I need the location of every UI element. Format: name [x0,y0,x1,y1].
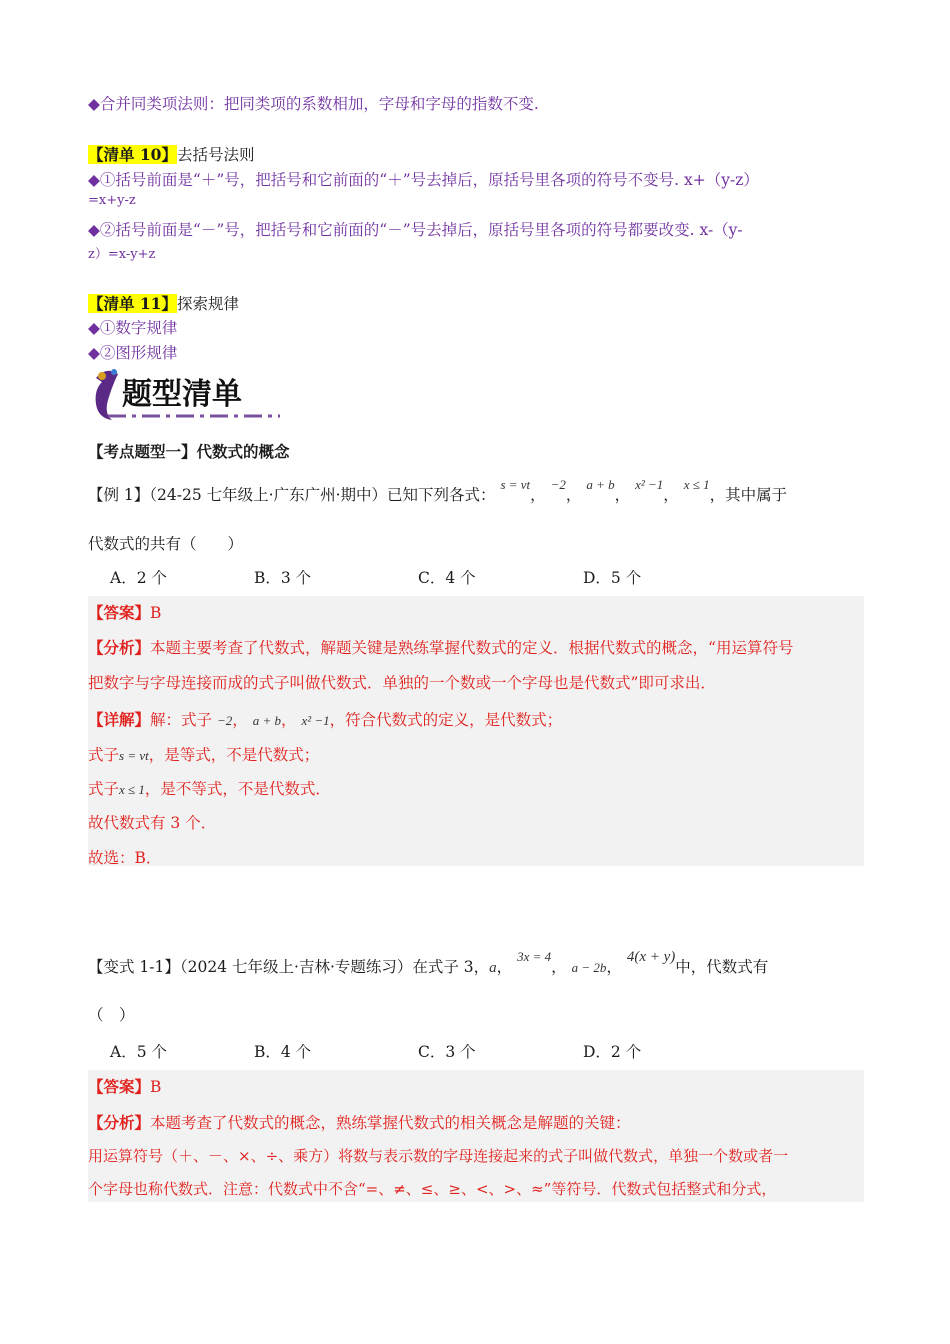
example1-detail4: 故代数式有 3 个． [88,814,217,832]
list11-item2: ◆②图形规律 [88,344,178,362]
list10-tag: 【清单 10】 [88,145,177,164]
example1-source: （24-25 七年级上·广东广州·期中）已知下列各式： [149,486,496,504]
list10-line2b: z）=x-y+z [88,247,156,262]
expr-s-vt: s = vt [500,477,531,492]
expr-a-plus-b: a + b [586,477,615,492]
expr-neg2: −2 [550,477,566,492]
variant1-line2: （ ） [88,1006,135,1024]
example1-detail2: 式子s = vt，是等式，不是代数式； [88,746,320,764]
example1-answer: 【答案】B [88,603,162,622]
variant1-line1: 【变式 1-1】（2024 七年级上·吉林·专题练习）在式子 3，a， $^{3x = 4}$， a − 2b， 4(x + y)中，代数式有 [88,949,769,976]
list11-tag: 【清单 11】 [88,294,177,313]
variant1-answer: 【答案】B [88,1077,162,1096]
variant1-analysis1: 【分析】本题考查了代数式的概念，熟练掌握代数式的相关概念是解题的关键： [88,1113,631,1132]
expr-4-x-plus-y: 4(x + y) [626,949,676,965]
variant1-option-a: A．5 个 [110,1043,167,1061]
list10-heading [88,143,254,165]
variant1-option-b: B．4 个 [254,1043,312,1061]
example1-options [88,566,864,588]
expr-x2-minus-1: x² −1 [635,477,664,492]
example1-analysis2: 把数字与字母连接而成的式子叫做代数式．单独的一个数或一个字母也是代数式”即可求出． [88,674,716,692]
banner-text: 题型清单 [122,377,242,412]
list11-heading [88,292,239,314]
variant1-analysis2: 用运算符号（＋、－、×、÷、乘方）将数与表示数的字母连接起来的式子叫做代数式，单独一个数或者一 [88,1147,789,1165]
expr-a-minus-2b: a − 2b [571,960,607,975]
expr-x-le-1: x ≤ 1 [683,477,710,492]
question-types-banner-image [88,364,288,426]
variant1-tail: 中，代数式有 [675,958,769,976]
variant1-label: 【变式 1-1】 [88,958,180,976]
list10-line2: ◆②括号前面是“－”号，把括号和它前面的“－”号去掉后，原括号里各项的符号都要改变. x-（y- [88,221,743,239]
variant1-analysis3: 个字母也称代数式．注意：代数式中不含“=、≠、≤、≥、<、>、≈”等符号．代数式包括整式和分式， [88,1180,777,1198]
example1-option-d: D．5 个 [583,569,642,587]
example1-detail1: 【详解】解：式子 −2， a + b， x² −1，符合代数式的定义，是代数式； [88,710,563,729]
list11-item1: ◆①数字规律 [88,319,178,337]
variant1-source: （2024 七年级上·吉林·专题练习）在式子 3， [179,958,490,976]
rule-merge-like-terms: ◆合并同类项法则：把同类项的系数相加，字母和字母的指数不变. [88,95,539,113]
example1-analysis1: 【分析】本题主要考查了代数式，解题关键是熟练掌握代数式的定义．根据代数式的概念，“用运算符号 [88,638,794,657]
list10-line1b: =x+y-z [88,193,136,208]
example1-solution-box [88,596,864,866]
list10-line1: ◆①括号前面是“＋”号，把括号和它前面的“＋”号去掉后，原括号里各项的符号不变号. x+（y-z） [88,171,759,189]
example1-option-a: A．2 个 [110,569,167,587]
variant1-solution-box [88,1070,864,1202]
example1-detail5: 故选：B． [88,849,162,867]
list11-title: 探索规律 [176,295,239,313]
section-title: 【考点题型一】代数式的概念 [88,442,290,461]
example1-tail: ，其中属于 [709,486,788,504]
list10-title: 去括号法则 [176,146,255,164]
example1-line1: 【例 1】（24-25 七年级上·广东广州·期中）已知下列各式： $^{s = vt}$， $^{-2}$， $^{a + b}$， $^{x^2 -1}$， $^{x \le 1}$，其中属于 [88,477,788,504]
example1-option-c: C．4 个 [418,569,476,587]
example1-line2: 代数式的共有（ ） [88,535,244,553]
expr-3x-eq-4: 3x = 4 [517,949,552,964]
example1-option-b: B．3 个 [254,569,312,587]
example1-label: 【例 1】 [88,486,150,504]
variant1-option-c: C．3 个 [418,1043,476,1061]
example1-detail3: 式子x ≤ 1，是不等式，不是代数式． [88,780,331,798]
variant1-option-d: D．2 个 [583,1043,642,1061]
variant1-options [88,1040,864,1062]
